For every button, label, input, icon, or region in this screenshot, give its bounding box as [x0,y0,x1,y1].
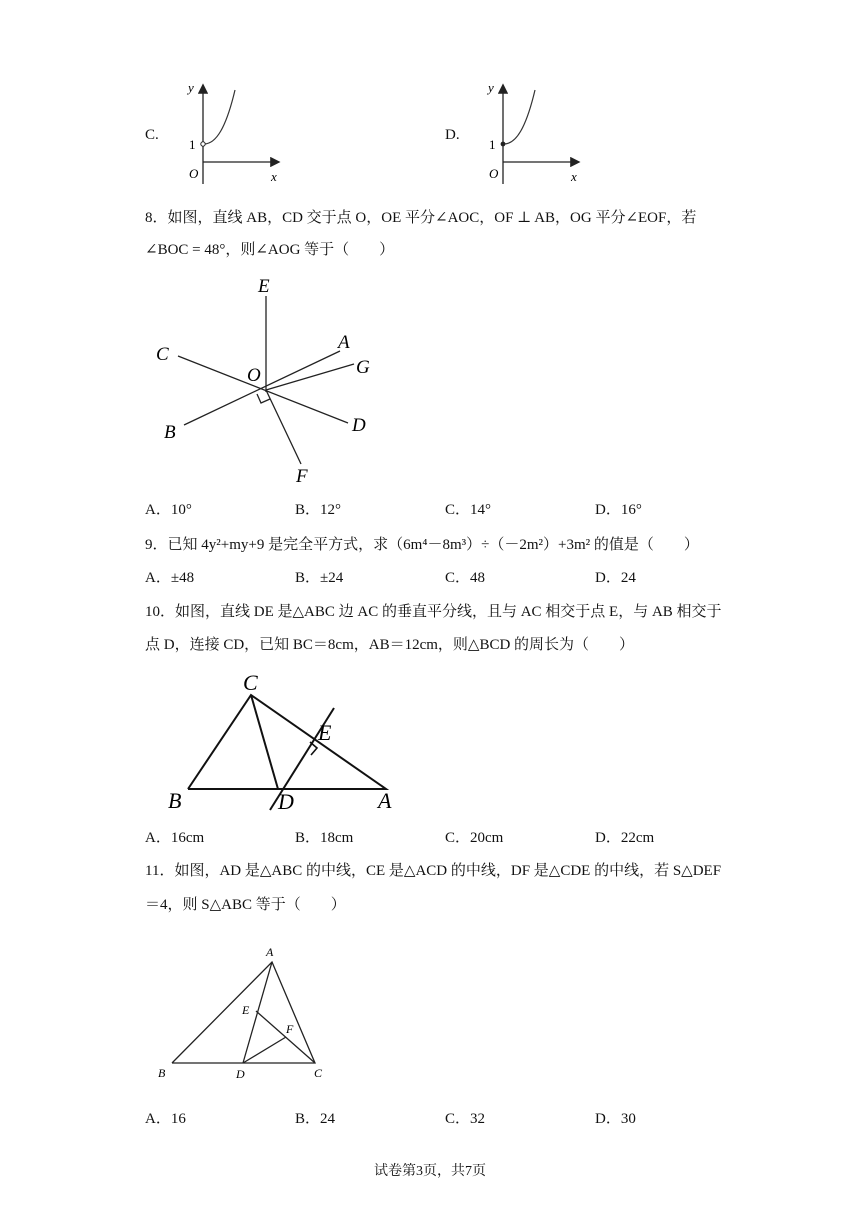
x-axis-label: x [271,169,277,184]
origin-label: O [489,166,499,181]
q11-text-line2: ＝4，则 S△ABC 等于（ ） [145,897,346,913]
y-axis-label: y [188,80,194,95]
q8-figure [150,272,390,492]
ray-OG [266,364,354,390]
q10-text-line1: 10．如图，直线 DE 是△ABC 边 AC 的垂直平分线，且与 AC 相交于点 E，与 AB 相交于 [145,604,722,620]
q10-option-a[interactable]: A．16cm [145,830,205,846]
label-O: O [247,365,261,386]
right-angle-mark [310,742,317,755]
line-CD [178,356,348,423]
label-E: E [258,276,270,297]
q11-option-d[interactable]: D．30 [595,1111,636,1127]
page-footer: 试卷第3页，共7页 [374,1164,486,1179]
q10-text-line2: 点 D，连接 CD，已知 BC＝8cm，AB＝12cm，则△BCD 的周长为（ ） [145,637,635,653]
label-D: D [352,415,366,436]
q10-option-d[interactable]: D．22cm [595,830,655,846]
q7-graph-d [480,78,590,188]
label-F: F [286,1022,294,1036]
label-A: A [338,332,350,353]
q11-figure [150,938,350,1088]
origin-label: O [189,166,199,181]
label-B: B [168,788,182,813]
label-D: D [236,1067,245,1081]
x-axis-label: x [571,169,577,184]
q7-option-c-label: C. [145,127,159,143]
curve [504,90,535,144]
q9-option-d[interactable]: D．24 [595,570,636,586]
label-B: B [164,422,176,443]
label-C: C [156,344,169,365]
label-C: C [314,1066,323,1080]
q7-graph-c [180,78,290,188]
label-D: D [278,789,294,814]
q11-option-c[interactable]: C．32 [445,1111,486,1127]
label-E: E [242,1003,250,1017]
label-A: A [378,788,392,813]
curve [204,90,235,144]
q10-option-c[interactable]: C．20cm [445,830,504,846]
q11-text-line1: 11．如图，AD 是△ABC 的中线，CE 是△ACD 的中线，DF 是△CDE 的中线，若 S△DEF [145,863,722,879]
closed-point [501,142,506,147]
label-F: F [296,466,308,487]
label-B: B [158,1066,166,1080]
label-E: E [318,720,332,745]
q10-option-b[interactable]: B．18cm [295,830,354,846]
q9-option-b[interactable]: B．±24 [295,570,344,586]
line-AB [184,351,340,425]
q8-option-d[interactable]: D．16° [595,502,642,518]
ray-OF [266,390,301,464]
y-axis-label: y [488,80,494,95]
triangle-ABC [188,695,386,789]
q9-option-a[interactable]: A．±48 [145,570,195,586]
label-C: C [243,670,258,695]
q10-figure [160,668,410,818]
one-label: 1 [489,137,496,152]
q9-text-line1: 9．已知 4y²+my+9 是完全平方式，求（6m⁴－8m³）÷（－2m²）+3m² 的值是（ ） [145,537,699,553]
one-label: 1 [189,137,196,152]
q8-option-b[interactable]: B．12° [295,502,342,518]
q11-option-a[interactable]: A．16 [145,1111,186,1127]
q9-option-c[interactable]: C．48 [445,570,486,586]
segment-CD [251,695,278,789]
q8-option-a[interactable]: A．10° [145,502,192,518]
q8-text-line1: 8．如图，直线 AB，CD 交于点 O，OE 平分∠AOC，OF ⊥ AB，OG 平分∠EOF，若 [145,210,697,226]
label-G: G [356,357,370,378]
label-A: A [266,945,274,959]
open-point [201,142,205,146]
q11-option-b[interactable]: B．24 [295,1111,336,1127]
q8-text-line2: ∠BOC = 48°，则∠AOG 等于（ ） [145,242,395,258]
q8-option-c[interactable]: C．14° [445,502,492,518]
q7-option-d-label: D. [445,127,460,143]
